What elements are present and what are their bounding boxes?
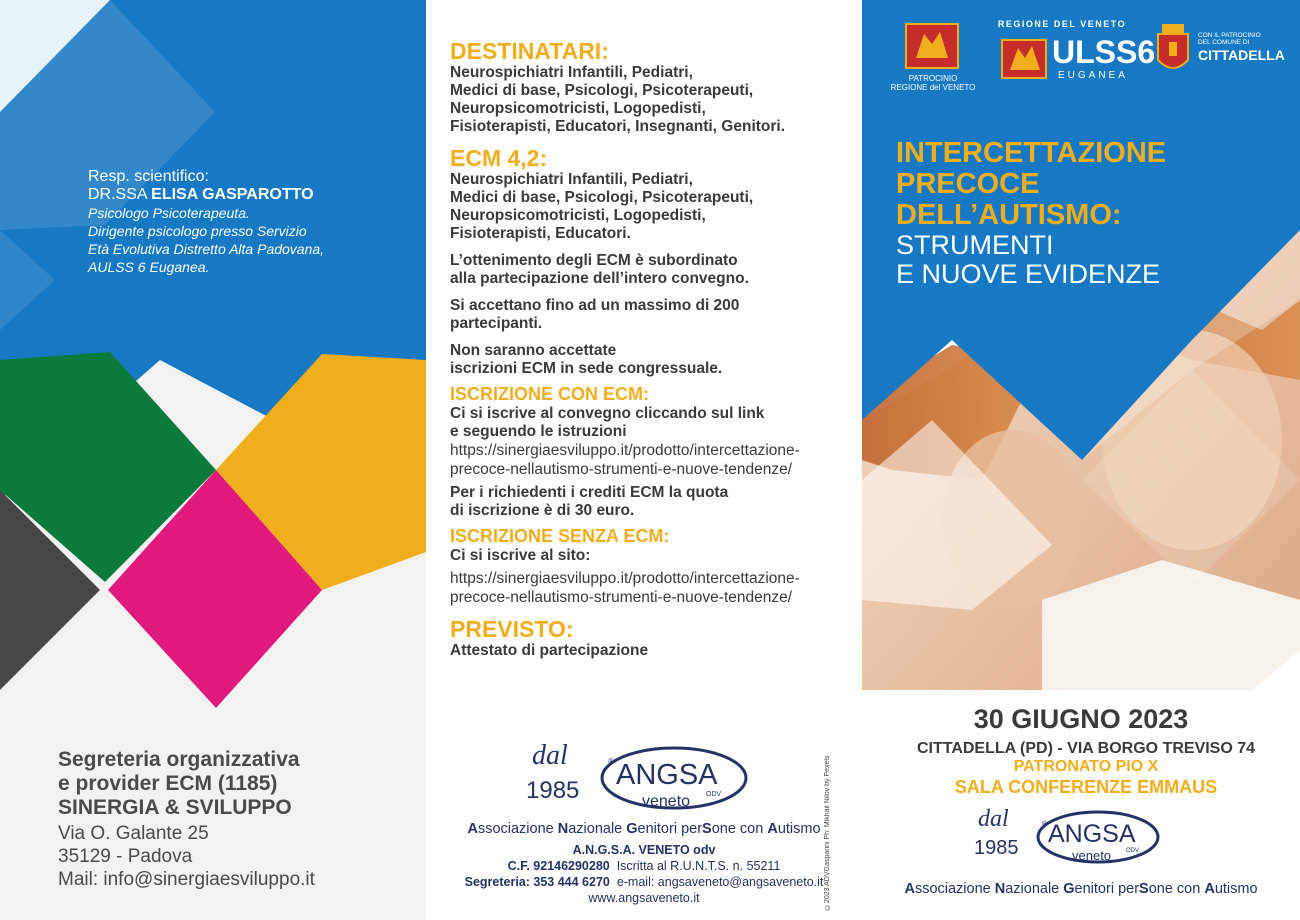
angsa-contacts	[426, 842, 862, 906]
organizing-secretariat-block	[58, 748, 418, 891]
venue-hall: SALA CONFERENZE EMMAUS	[954, 777, 1218, 797]
info-column	[450, 38, 855, 660]
veneto-logo-label: PATROCINIO REGIONE del VENETO	[890, 74, 976, 92]
angsa-full-name-right: Associazione Nazionale Genitori perSone con Autismo	[904, 881, 1258, 897]
seg-heading-1: Segreteria organizzativa	[58, 748, 300, 771]
resp-role-1: Psicologo Psicoterapeuta.	[88, 205, 250, 221]
previsto-line: Attestato di partecipazione	[450, 642, 649, 659]
quota-line-1: Per i richiedenti i crediti ECM la quota	[450, 484, 729, 501]
resp-name: ELISA GASPAROTTO	[151, 186, 314, 203]
middle-panel	[426, 0, 862, 920]
angsa-year: 1985	[974, 837, 1019, 859]
angsa-full-name: Associazione Nazionale Genitori perSone con Autismo	[467, 821, 821, 837]
segreteria-phone: Segreteria: 353 444 6270	[464, 875, 610, 889]
resp-role-3: Età Evolutiva Distretto Alta Padovana,	[88, 241, 325, 257]
registration-link-ecm[interactable]	[450, 441, 855, 479]
iscr-ecm-line-2: e seguendo le istruzioni	[450, 423, 627, 440]
previsto-title: PREVISTO:	[450, 616, 574, 642]
ecm-note2-line-1: Si accettano fino ad un massimo di 200	[450, 297, 740, 314]
resp-name-line	[88, 186, 408, 204]
photo-credit: ©2023 ADVGasparini Ph: Mikhail Nilov by Pexels	[824, 755, 831, 910]
url2-line-1: https://sinergiaesviluppo.it/prodotto/intercettazione-	[450, 570, 800, 587]
cittadella-crest	[1150, 20, 1196, 84]
angsa-full-name-middle	[426, 820, 862, 838]
angsa-reg: ®	[1042, 821, 1048, 828]
iscr-no-line: Ci si iscrive al sito:	[450, 547, 591, 564]
resp-role-2: Dirigente psicologo presso Servizio	[88, 223, 307, 239]
ecm-line-3: Neuropsicomotricisti, Logopedisti,	[450, 207, 706, 224]
org-name: A.N.G.S.A. VENETO odv	[572, 843, 716, 857]
ecm-note1-line-1: L’ottenimento degli ECM è subordinato	[450, 252, 738, 269]
ecm-note3-line-2: iscrizioni ECM in sede congressuale.	[450, 360, 723, 377]
seg-email[interactable]: Mail: info@sinergiaesviluppo.it	[58, 869, 315, 890]
quota-line-2: di iscrizione è di 30 euro.	[450, 502, 635, 519]
angsa-email[interactable]: e-mail: angsaveneto@angsaveneto.it	[616, 875, 824, 889]
seg-heading-2: e provider ECM (1185)	[58, 772, 278, 795]
ulss-lion-logo	[1000, 38, 1048, 80]
veneto-region-logo	[902, 22, 962, 70]
angsa-odv: ODV	[1126, 848, 1140, 854]
title-line-2: PRECOCE	[896, 168, 1040, 200]
left-panel	[0, 0, 426, 920]
ecm-note1-line-2: alla partecipazione dell’intero convegno.	[450, 270, 749, 287]
iscrizione-senza-ecm-title: ISCRIZIONE SENZA ECM:	[450, 526, 670, 546]
ecm-note2-line-2: partecipanti.	[450, 315, 543, 332]
registration-link-no-ecm[interactable]	[450, 569, 855, 607]
url1-line-1: https://sinergiaesviluppo.it/prodotto/intercettazione-	[450, 442, 800, 459]
title-line-3: DELL’AUTISMO:	[896, 199, 1122, 231]
seg-address-street: Via O. Galante 25	[58, 823, 209, 844]
cf-label: C.F. 92146290280	[507, 859, 610, 873]
title-line-4: STRUMENTI	[896, 230, 1054, 260]
dest-line-2: Medici di base, Psicologi, Psicoterapeuti,	[450, 82, 754, 99]
venue-patronato: PATRONATO PIO X	[1013, 758, 1159, 775]
venue-address: CITTADELLA (PD) - VIA BORGO TREVISO 74	[916, 740, 1256, 757]
angsa-veneto: veneto	[642, 793, 691, 810]
runts-label: Iscritta al R.U.N.T.S. n. 55211	[616, 859, 781, 873]
event-venue	[862, 740, 1300, 798]
iscrizione-ecm-title: ISCRIZIONE CON ECM:	[450, 384, 650, 404]
tower-icon	[1169, 42, 1177, 56]
title-line-5: E NUOVE EVIDENZE	[896, 259, 1161, 289]
iscr-ecm-line-1: Ci si iscrive al convegno cliccando sul link	[450, 405, 765, 422]
resp-role-4: AULSS 6 Euganea.	[88, 259, 210, 275]
angsa-name: ANGSA	[1048, 820, 1136, 848]
seg-heading-3: SINERGIA & SVILUPPO	[58, 796, 292, 819]
url1-line-2: precoce-nellautismo-strumenti-e-nuove-tendenze/	[450, 461, 793, 478]
ulss-top-label: REGIONE DEL VENETO	[997, 19, 1127, 29]
title-line-1: INTERCETTAZIONE	[896, 137, 1167, 169]
dest-line-4: Fisioterapisti, Educatori, Insegnanti, Genitori.	[450, 118, 786, 135]
dest-line-3: Neuropsicomotricisti, Logopedisti,	[450, 100, 706, 117]
ecm-line-1: Neurospichiatri Infantili, Pediatri,	[450, 171, 693, 188]
ecm-line-2: Medici di base, Psicologi, Psicoterapeuti,	[450, 189, 754, 206]
angsa-logo-right	[974, 800, 1174, 872]
angsa-reg: ®	[608, 757, 614, 766]
event-title	[896, 138, 1286, 289]
ulss-sub-label: EUGANEA	[1058, 70, 1128, 81]
destinatari-title: DESTINATARI:	[450, 38, 609, 64]
angsa-logo-middle	[526, 734, 766, 820]
angsa-website[interactable]: www.angsaveneto.it	[588, 891, 700, 905]
scientific-responsible-block	[88, 168, 408, 276]
angsa-dal: dal	[978, 806, 1009, 832]
angsa-dal: dal	[532, 740, 568, 771]
crown-icon	[1162, 24, 1184, 34]
url2-line-2: precoce-nellautismo-strumenti-e-nuove-tendenze/	[450, 589, 793, 606]
cittadella-name: CITTADELLA	[1198, 47, 1285, 63]
angsa-year: 1985	[526, 777, 580, 804]
ecm-line-4: Fisioterapisti, Educatori.	[450, 225, 631, 242]
event-date: 30 GIUGNO 2023	[973, 704, 1189, 734]
resp-label: Resp. scientifico:	[88, 168, 209, 185]
right-panel	[862, 0, 1300, 920]
angsa-veneto: veneto	[1072, 848, 1112, 863]
cittadella-label: CON IL PATROCINIO DEL COMUNE DI	[1198, 32, 1261, 46]
ulss-main-label: ULSS6	[1052, 34, 1156, 70]
angsa-name: ANGSA	[616, 759, 718, 791]
resp-prefix: DR.SSA	[88, 186, 152, 203]
seg-address-city: 35129 - Padova	[58, 846, 193, 867]
dest-line-1: Neurospichiatri Infantili, Pediatri,	[450, 64, 693, 81]
angsa-odv: ODV	[706, 791, 722, 798]
ecm-title: ECM 4,2:	[450, 145, 548, 171]
ecm-note3-line-1: Non saranno accettate	[450, 342, 617, 359]
